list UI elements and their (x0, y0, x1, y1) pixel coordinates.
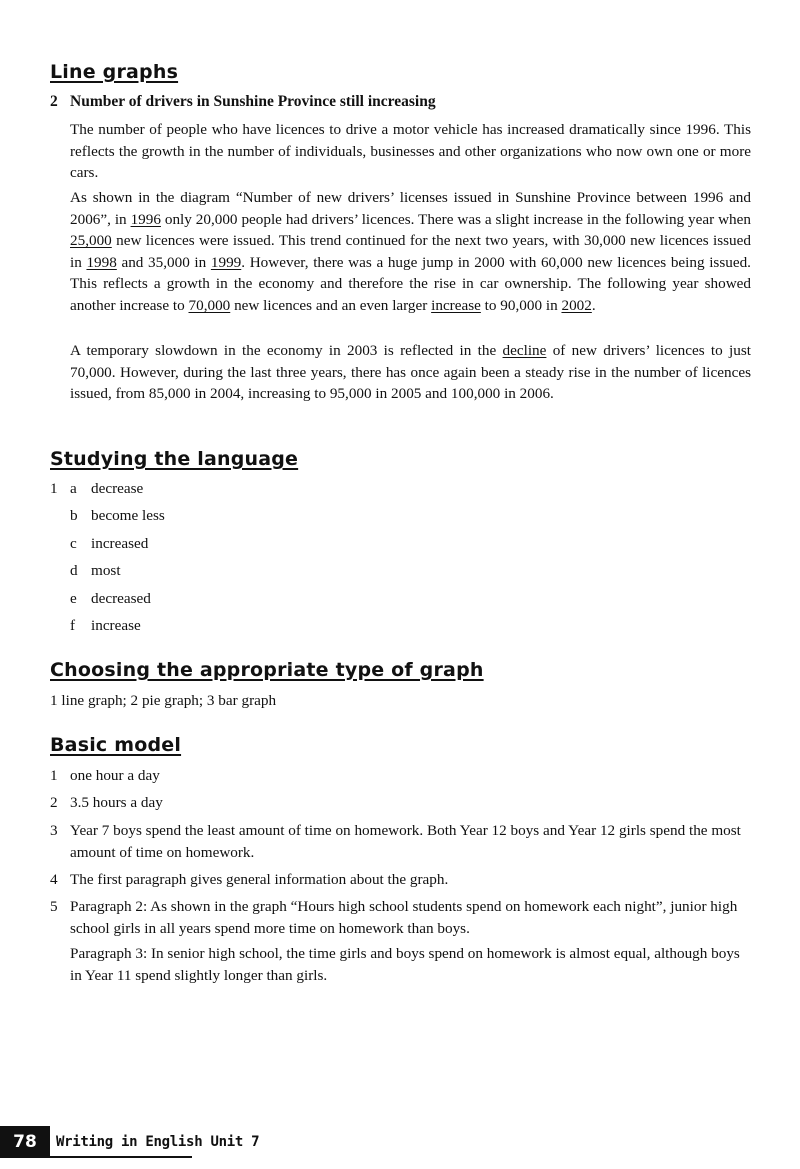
paragraph-2 (70, 187, 751, 317)
item-text: increased (91, 535, 149, 552)
question-number: 1 (50, 480, 58, 497)
exercise-subheading (50, 93, 436, 111)
item-text: decrease (91, 480, 144, 497)
underlined-term: 1998 (86, 253, 117, 271)
page-number: 78 (0, 1126, 50, 1158)
underlined-term: 25,000 (70, 232, 112, 250)
item-letter: b (70, 507, 78, 524)
section-heading-choosing-graph: Choosing the appropriate type of graph (50, 659, 484, 681)
exercise-number: 2 (50, 93, 58, 110)
paragraph-2-text: As shown in the diagram “Number of new drivers’ licenses issued in Sunshine Province between 1996 and 2006”, in (70, 189, 751, 228)
paragraph-3-text: of new drivers’ licences to just 70,000. However, during the last three years, there has once again been a steady rise in the number of licences issued, from 85,000 in 2004, increasing to 95,000 in 2005 and 100,000 in 2006. (70, 342, 751, 403)
item-letter: c (70, 535, 77, 552)
list-item: Paragraph 2: As shown in the graph “Hours high school students spend on homework each night”, junior high school girls in all years spend more time on homework than boys. (70, 898, 738, 937)
answer-text: 1 line graph; 2 pie graph; 3 bar graph (50, 692, 277, 709)
paragraph-2-text: and 35,000 in (116, 253, 211, 271)
item-text: increase (91, 617, 141, 634)
list-item: The first paragraph gives general information about the graph. (70, 871, 449, 888)
item-text: most (91, 562, 121, 579)
paragraph-1: The number of people who have licences to drive a motor vehicle has increased dramatically since 1996. This reflects the growth in the number of individuals, businesses and other organizations who now own one or more cars. (70, 121, 751, 182)
list-item: Year 7 boys spend the least amount of time on homework. Both Year 12 boys and Year 12 girls spend the most amount of time on homework. (70, 822, 741, 861)
paragraph-2-text: only 20,000 people had drivers’ licences. There was a slight increase in the following year when (160, 210, 751, 228)
footer-rule (0, 1156, 192, 1158)
paragraph-2-text: . (591, 296, 596, 314)
item-number: 4 (50, 871, 58, 888)
section-heading-studying-language: Studying the language (50, 448, 299, 470)
item-letter: d (70, 562, 78, 579)
underlined-term: decline (502, 342, 547, 359)
footer-title: Writing in English Unit 7 (56, 1134, 260, 1150)
list-item: 3.5 hours a day (70, 794, 163, 811)
page-footer (0, 1126, 260, 1158)
exercise-title: Number of drivers in Sunshine Province still increasing (70, 93, 436, 110)
extra-paragraph: Paragraph 3: In senior high school, the time girls and boys spend on homework is almost equal, although boys in Year 11 spend slightly longer than girls. (70, 945, 740, 984)
paragraph-2-text: new licences were issued. This trend continued for the next two years, with 30,000 new licences issued in (70, 232, 751, 271)
underlined-term: 1996 (130, 210, 161, 228)
paragraph-2-text: to 90,000 in (480, 296, 562, 314)
item-letter: e (70, 590, 77, 607)
item-letter: a (70, 480, 77, 497)
section-heading-line-graphs: Line graphs (50, 61, 179, 83)
underlined-term: 70,000 (188, 296, 231, 314)
section-heading-basic-model: Basic model (50, 734, 182, 756)
paragraph-2-text: new licences and an even larger (230, 296, 432, 314)
paragraph-2-text: . However, there was a huge jump in 2000 with 60,000 new licences being issued. This reflects a growth in the economy and therefore the rise in car ownership. The following year showed another increase to (70, 253, 751, 314)
underlined-term: 1999 (210, 253, 242, 271)
item-number: 3 (50, 822, 58, 839)
item-number: 1 (50, 767, 58, 784)
item-text: become less (91, 507, 165, 524)
underlined-term: increase (431, 296, 481, 314)
item-text: decreased (91, 590, 151, 607)
list-item: one hour a day (70, 767, 160, 784)
item-number: 2 (50, 794, 58, 811)
paragraph-3 (70, 340, 751, 405)
underlined-term: 2002 (561, 296, 592, 314)
item-letter: f (70, 617, 76, 634)
item-number: 5 (50, 898, 58, 915)
paragraph-3-text: A temporary slowdown in the economy in 2003 is reflected in the (70, 342, 503, 359)
